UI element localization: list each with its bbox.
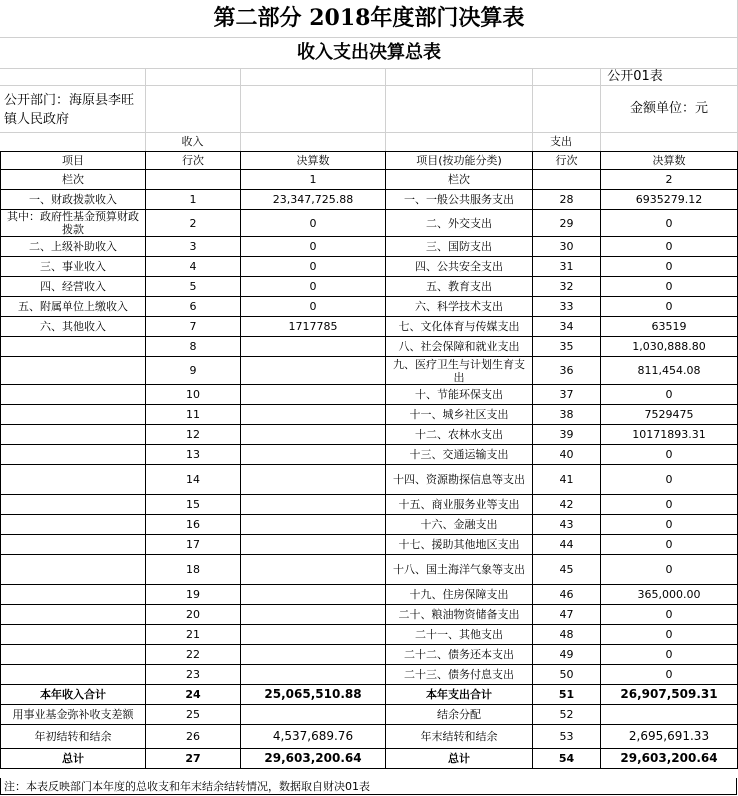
col-index-label-2: 栏次 bbox=[386, 170, 533, 190]
row-item: 年初结转和结余 bbox=[1, 725, 146, 749]
col-item-header: 项目 bbox=[1, 152, 146, 170]
row-exp-line: 29 bbox=[533, 210, 601, 237]
row-exp-item: 本年支出合计 bbox=[386, 685, 533, 705]
row-amount: 0 bbox=[241, 210, 386, 237]
col-exp-amount-header: 决算数 bbox=[601, 152, 738, 170]
row-exp-line: 35 bbox=[533, 337, 601, 357]
row-exp-amount: 7529475 bbox=[601, 405, 738, 425]
row-item bbox=[1, 337, 146, 357]
form-code: 公开01表 bbox=[607, 69, 663, 84]
row-line: 9 bbox=[146, 357, 241, 385]
row-exp-amount: 0 bbox=[601, 555, 738, 585]
row-amount bbox=[241, 585, 386, 605]
row-exp-item: 七、文化体育与传媒支出 bbox=[386, 317, 533, 337]
row-item bbox=[1, 605, 146, 625]
row-amount bbox=[241, 665, 386, 685]
row-exp-line: 37 bbox=[533, 385, 601, 405]
row-exp-amount: 0 bbox=[601, 237, 738, 257]
row-amount bbox=[241, 425, 386, 445]
row-exp-amount: 0 bbox=[601, 665, 738, 685]
row-line: 23 bbox=[146, 665, 241, 685]
row-line: 13 bbox=[146, 445, 241, 465]
col-line-header: 行次 bbox=[146, 152, 241, 170]
row-line: 26 bbox=[146, 725, 241, 749]
row-exp-amount: 0 bbox=[601, 277, 738, 297]
row-line: 3 bbox=[146, 237, 241, 257]
row-line: 10 bbox=[146, 385, 241, 405]
row-exp-amount: 365,000.00 bbox=[601, 585, 738, 605]
expense-section-header: 支出 bbox=[550, 135, 572, 148]
row-exp-item: 十六、金融支出 bbox=[386, 515, 533, 535]
col-index-2: 2 bbox=[601, 170, 738, 190]
row-exp-line: 54 bbox=[533, 749, 601, 769]
row-item: 总计 bbox=[1, 749, 146, 769]
row-item bbox=[1, 515, 146, 535]
row-exp-amount: 1,030,888.80 bbox=[601, 337, 738, 357]
summary-row bbox=[1, 749, 738, 769]
row-line: 18 bbox=[146, 555, 241, 585]
table-row bbox=[1, 535, 738, 555]
row-exp-amount: 0 bbox=[601, 465, 738, 495]
row-line: 2 bbox=[146, 210, 241, 237]
row-exp-line: 53 bbox=[533, 725, 601, 749]
row-exp-amount: 0 bbox=[601, 445, 738, 465]
table-row bbox=[1, 605, 738, 625]
row-exp-line: 28 bbox=[533, 190, 601, 210]
col-index-label: 栏次 bbox=[1, 170, 146, 190]
row-exp-line: 36 bbox=[533, 357, 601, 385]
row-exp-item: 十五、商业服务业等支出 bbox=[386, 495, 533, 515]
row-exp-amount: 0 bbox=[601, 297, 738, 317]
row-item bbox=[1, 425, 146, 445]
table-row bbox=[1, 257, 738, 277]
row-item bbox=[1, 357, 146, 385]
row-line: 17 bbox=[146, 535, 241, 555]
report-title: 第二部分 2018年度部门决算表 bbox=[0, 0, 738, 38]
row-exp-item: 十四、资源勘探信息等支出 bbox=[386, 465, 533, 495]
row-item bbox=[1, 465, 146, 495]
row-amount bbox=[241, 385, 386, 405]
column-header-row bbox=[1, 152, 738, 170]
row-amount bbox=[241, 555, 386, 585]
row-exp-line: 34 bbox=[533, 317, 601, 337]
summary-row bbox=[1, 685, 738, 705]
row-exp-item: 九、医疗卫生与计划生育支出 bbox=[386, 357, 533, 385]
row-item bbox=[1, 405, 146, 425]
row-line: 20 bbox=[146, 605, 241, 625]
row-amount bbox=[241, 337, 386, 357]
row-amount bbox=[241, 465, 386, 495]
row-exp-amount: 0 bbox=[601, 535, 738, 555]
row-exp-amount: 2,695,691.33 bbox=[601, 725, 738, 749]
row-exp-item: 十一、城乡社区支出 bbox=[386, 405, 533, 425]
summary-row bbox=[1, 705, 738, 725]
row-exp-item: 二、外交支出 bbox=[386, 210, 533, 237]
row-exp-item: 六、科学技术支出 bbox=[386, 297, 533, 317]
row-exp-line: 31 bbox=[533, 257, 601, 277]
row-item bbox=[1, 585, 146, 605]
table-row bbox=[1, 665, 738, 685]
row-exp-line: 44 bbox=[533, 535, 601, 555]
row-exp-item: 结余分配 bbox=[386, 705, 533, 725]
row-line: 27 bbox=[146, 749, 241, 769]
row-amount: 0 bbox=[241, 277, 386, 297]
row-exp-item: 五、教育支出 bbox=[386, 277, 533, 297]
table-row bbox=[1, 425, 738, 445]
row-exp-item: 十九、住房保障支出 bbox=[386, 585, 533, 605]
row-exp-amount: 811,454.08 bbox=[601, 357, 738, 385]
row-item bbox=[1, 445, 146, 465]
row-line: 6 bbox=[146, 297, 241, 317]
income-expense-table bbox=[0, 151, 738, 769]
row-item: 五、附属单位上缴收入 bbox=[1, 297, 146, 317]
row-amount bbox=[241, 515, 386, 535]
row-line: 12 bbox=[146, 425, 241, 445]
table-row bbox=[1, 237, 738, 257]
row-exp-amount: 0 bbox=[601, 605, 738, 625]
row-exp-line: 41 bbox=[533, 465, 601, 495]
row-exp-line: 51 bbox=[533, 685, 601, 705]
row-exp-line: 40 bbox=[533, 445, 601, 465]
row-exp-amount: 29,603,200.64 bbox=[601, 749, 738, 769]
row-exp-amount: 10171893.31 bbox=[601, 425, 738, 445]
table-row bbox=[1, 465, 738, 495]
row-exp-amount: 0 bbox=[601, 645, 738, 665]
row-exp-amount: 0 bbox=[601, 625, 738, 645]
row-amount bbox=[241, 625, 386, 645]
row-amount bbox=[241, 645, 386, 665]
row-line: 7 bbox=[146, 317, 241, 337]
table-row bbox=[1, 297, 738, 317]
row-exp-line: 38 bbox=[533, 405, 601, 425]
row-amount: 1717785 bbox=[241, 317, 386, 337]
row-item: 六、其他收入 bbox=[1, 317, 146, 337]
row-exp-line: 42 bbox=[533, 495, 601, 515]
table-row bbox=[1, 495, 738, 515]
row-line: 8 bbox=[146, 337, 241, 357]
row-amount: 4,537,689.76 bbox=[241, 725, 386, 749]
row-item: 三、事业收入 bbox=[1, 257, 146, 277]
row-exp-line: 39 bbox=[533, 425, 601, 445]
row-exp-amount: 0 bbox=[601, 210, 738, 237]
table-row bbox=[1, 555, 738, 585]
row-line: 1 bbox=[146, 190, 241, 210]
row-amount bbox=[241, 445, 386, 465]
table-row bbox=[1, 585, 738, 605]
table-row bbox=[1, 445, 738, 465]
row-exp-amount: 0 bbox=[601, 495, 738, 515]
table-row bbox=[1, 515, 738, 535]
income-section-header: 收入 bbox=[181, 135, 204, 148]
row-exp-line: 47 bbox=[533, 605, 601, 625]
row-item bbox=[1, 555, 146, 585]
row-exp-item: 二十一、其他支出 bbox=[386, 625, 533, 645]
row-exp-item: 十七、援助其他地区支出 bbox=[386, 535, 533, 555]
row-exp-line: 50 bbox=[533, 665, 601, 685]
report-subtitle: 收入支出决算总表 bbox=[0, 37, 738, 69]
row-amount bbox=[241, 535, 386, 555]
department-label: 公开部门：海原县李旺镇人民政府 bbox=[4, 93, 135, 127]
table-row bbox=[1, 405, 738, 425]
summary-row bbox=[1, 725, 738, 749]
row-exp-item: 十二、农林水支出 bbox=[386, 425, 533, 445]
row-item bbox=[1, 625, 146, 645]
row-exp-amount: 26,907,509.31 bbox=[601, 685, 738, 705]
row-amount: 0 bbox=[241, 237, 386, 257]
row-amount bbox=[241, 495, 386, 515]
table-row bbox=[1, 337, 738, 357]
row-exp-line: 52 bbox=[533, 705, 601, 725]
row-exp-amount: 6935279.12 bbox=[601, 190, 738, 210]
row-item: 四、经营收入 bbox=[1, 277, 146, 297]
row-line: 11 bbox=[146, 405, 241, 425]
col-exp-line-header: 行次 bbox=[533, 152, 601, 170]
row-item: 本年收入合计 bbox=[1, 685, 146, 705]
row-exp-item: 二十三、债务付息支出 bbox=[386, 665, 533, 685]
row-exp-line: 33 bbox=[533, 297, 601, 317]
row-line: 15 bbox=[146, 495, 241, 515]
row-item: 二、上级补助收入 bbox=[1, 237, 146, 257]
col-exp-item-header: 项目(按功能分类) bbox=[386, 152, 533, 170]
row-item bbox=[1, 535, 146, 555]
row-amount bbox=[241, 357, 386, 385]
table-row bbox=[1, 625, 738, 645]
table-row bbox=[1, 385, 738, 405]
row-line: 14 bbox=[146, 465, 241, 495]
row-line: 24 bbox=[146, 685, 241, 705]
row-item bbox=[1, 645, 146, 665]
row-item bbox=[1, 385, 146, 405]
row-exp-amount: 0 bbox=[601, 515, 738, 535]
row-exp-line: 45 bbox=[533, 555, 601, 585]
row-exp-amount: 0 bbox=[601, 385, 738, 405]
table-row bbox=[1, 190, 738, 210]
row-exp-amount: 63519 bbox=[601, 317, 738, 337]
row-exp-amount bbox=[601, 705, 738, 725]
row-amount bbox=[241, 605, 386, 625]
row-exp-item: 年末结转和结余 bbox=[386, 725, 533, 749]
row-exp-item: 二十、粮油物资储备支出 bbox=[386, 605, 533, 625]
row-line: 19 bbox=[146, 585, 241, 605]
col-amount-header: 决算数 bbox=[241, 152, 386, 170]
row-amount bbox=[241, 405, 386, 425]
row-exp-item: 十、节能环保支出 bbox=[386, 385, 533, 405]
row-amount: 0 bbox=[241, 297, 386, 317]
row-exp-item: 总计 bbox=[386, 749, 533, 769]
row-exp-line: 43 bbox=[533, 515, 601, 535]
row-amount: 23,347,725.88 bbox=[241, 190, 386, 210]
column-index-row bbox=[1, 170, 738, 190]
row-exp-item: 一、一般公共服务支出 bbox=[386, 190, 533, 210]
row-line: 22 bbox=[146, 645, 241, 665]
row-exp-line: 32 bbox=[533, 277, 601, 297]
row-exp-amount: 0 bbox=[601, 257, 738, 277]
table-note: 注：本表反映部门本年度的总收支和年末结余结转情况，数据取自财决01表 bbox=[0, 778, 737, 795]
row-line: 4 bbox=[146, 257, 241, 277]
table-row bbox=[1, 210, 738, 237]
row-line: 5 bbox=[146, 277, 241, 297]
row-item: 用事业基金弥补收支差额 bbox=[1, 705, 146, 725]
row-exp-line: 49 bbox=[533, 645, 601, 665]
currency-unit-label: 金额单位：元 bbox=[629, 101, 708, 116]
row-item: 其中：政府性基金预算财政拨款 bbox=[1, 210, 146, 237]
table-row bbox=[1, 357, 738, 385]
table-row bbox=[1, 277, 738, 297]
row-exp-item: 三、国防支出 bbox=[386, 237, 533, 257]
row-line: 16 bbox=[146, 515, 241, 535]
row-exp-line: 30 bbox=[533, 237, 601, 257]
row-amount bbox=[241, 705, 386, 725]
row-amount: 29,603,200.64 bbox=[241, 749, 386, 769]
row-line: 25 bbox=[146, 705, 241, 725]
row-exp-line: 48 bbox=[533, 625, 601, 645]
row-exp-item: 二十二、债务还本支出 bbox=[386, 645, 533, 665]
row-exp-item: 十三、交通运输支出 bbox=[386, 445, 533, 465]
row-item: 一、财政拨款收入 bbox=[1, 190, 146, 210]
table-row bbox=[1, 645, 738, 665]
row-line: 21 bbox=[146, 625, 241, 645]
col-index-1: 1 bbox=[241, 170, 386, 190]
row-item bbox=[1, 665, 146, 685]
row-amount: 0 bbox=[241, 257, 386, 277]
table-row bbox=[1, 317, 738, 337]
row-exp-item: 十八、国土海洋气象等支出 bbox=[386, 555, 533, 585]
row-item bbox=[1, 495, 146, 515]
row-exp-item: 八、社会保障和就业支出 bbox=[386, 337, 533, 357]
row-exp-line: 46 bbox=[533, 585, 601, 605]
row-exp-item: 四、公共安全支出 bbox=[386, 257, 533, 277]
row-amount: 25,065,510.88 bbox=[241, 685, 386, 705]
